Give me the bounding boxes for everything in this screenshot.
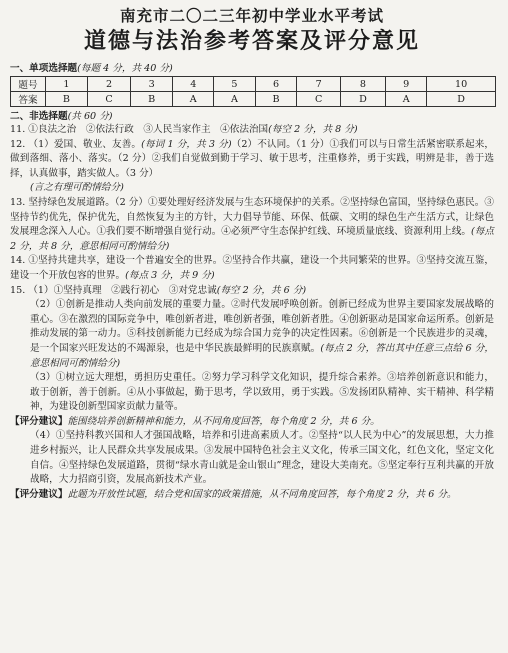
q12-part2: （2）不认同。（1 分）①我们可以与日常生活紧密联系起来，做到落细、落小、落实。（2 分）②我们自觉做到勤于学习、敏于思考，注重修养，勇于实践，明辨是非，善于选择，认真做事，踏实做人。（3 分） (10, 138, 494, 179)
q12-part1-note: (每词 1 分，共 3 分) (141, 138, 232, 150)
part2-note: (共 60 分) (67, 111, 113, 122)
question-15 (10, 284, 494, 503)
question-11 (10, 123, 494, 138)
advice-text: 能围绕培养创新精神和能力，从不同角度回答，每个角度 2 分，共 6 分。 (67, 415, 380, 427)
document-title: 道德与法治参考答案及评分意见 (83, 28, 420, 54)
number-row-label: 题号 (11, 77, 46, 92)
q15-part2-text: （2）①创新是推动人类向前发展的重要力量。②时代发展呼唤创新。创新已经成为世界主要国家发展战略的重心。③在激烈的国际竞争中，唯创新者进，唯创新者强，唯创新者胜。④创新驱动是国家命运所系。创新是推动发展的第一动力。⑤科技创新能力已经成为综合国力竞争的决定性因素。⑥创新是一个民族进步的灵魂，是一个国家兴旺发达的不竭源泉，也是中华民族最鲜明的民族禀赋。 (30, 299, 494, 354)
part1-heading (10, 62, 494, 75)
part2-title: 二、非选择题 (10, 111, 68, 122)
number-cell: 7 (297, 77, 340, 92)
number-cell: 3 (131, 77, 173, 92)
number-cell: 10 (427, 77, 496, 92)
answer-cell: A (214, 92, 255, 107)
advice-tag: 【评分建议】 (10, 488, 68, 500)
q11-text: 11. ①良法之治 ②依法行政 ③人民当家作主 ④依法治国 (10, 124, 269, 135)
answer-cell: A (386, 92, 427, 107)
answer-cell: D (340, 92, 385, 107)
number-cell: 9 (386, 77, 427, 92)
q12-part1: 12. （1）爱国、敬业、友善。 (10, 138, 142, 150)
number-cell: 2 (87, 77, 130, 92)
number-cell: 5 (214, 77, 255, 92)
advice-text: 此题为开放性试题，结合党和国家的政策措施，从不同角度回答，每个角度 2 分，共 6 分。 (67, 488, 457, 500)
q15-part4: （4）①坚持科教兴国和人才强国战略，培养和引进高素质人才。②坚持“以人民为中心”的发展思想，大力推进乡村振兴，让人民群众共享发展成果。③发展中国特色社会主义文化，传承三国文化，红色文化，坚定文化自信。④坚持绿色发展道路，贯彻“绿水青山就是金山银山”理念，建设大美南充。⑤坚定奉行互利共赢的开放战略，大力招商引资，发展高新技术产业。 (30, 430, 494, 486)
q12-note: (言之有理可酌情给分) (30, 182, 124, 194)
scoring-advice-2 (10, 488, 494, 503)
q15-part2 (10, 298, 494, 371)
q13-text: 13. 坚持绿色发展道路。（2 分）①要处理好经济发展与生态环境保护的关系。②坚持绿色富国，坚持绿色惠民。③坚持节约优先，保护优先，自然恢复为主的方针，大力倡导节能、环保、低碳、文明的绿色生产生活方式，让绿色发展理念深入人心。①我们要不断增强自觉行动。④必须严守生态保护红线、环境质量底线、资源利用上线。 (10, 196, 494, 238)
answer-row-label: 答案 (11, 92, 46, 107)
exam-title: 南充市二〇二三年初中学业水平考试 (119, 6, 384, 25)
answer-cell: A (173, 92, 214, 107)
q14-text: 14. ①坚持共建共享，建设一个普遍安全的世界。②坚持合作共赢，建设一个共同繁荣的世界。③坚持交流互鉴，建设一个开放包容的世界。 (10, 255, 494, 281)
q15-part3: （3）①树立远大理想，勇担历史重任。②努力学习科学文化知识，提升综合素养。③培养创新意识和能力，敢于创新，善于创新。④从小事做起，勤于思考，学以致用，勇于实践。⑤发扬团队精神、实干精神、科学精神，为建设创新型国家贡献力量等。 (30, 372, 494, 413)
question-12 (10, 138, 494, 196)
advice-tag: 【评分建议】 (10, 415, 68, 427)
q13-note: (每点 2 分，共 8 分，意思相同可酌情给分) (10, 226, 494, 252)
number-cell: 6 (255, 77, 297, 92)
q15-part1-note: (每空 2 分，共 6 分) (216, 284, 307, 296)
scoring-advice-1 (10, 415, 494, 430)
number-cell: 8 (340, 77, 385, 92)
answer-cell: D (427, 92, 496, 107)
part1-note: (每题 4 分，共 40 分) (77, 63, 173, 74)
part2-heading (10, 110, 494, 123)
answer-cell: B (131, 92, 173, 107)
question-14 (10, 254, 494, 283)
q15-part1: 15. （1）①坚持真理 ②践行初心 ③对党忠诚 (10, 284, 217, 296)
q11-note: (每空 2 分，共 8 分) (268, 124, 358, 135)
number-cell: 1 (46, 77, 88, 92)
answer-table (10, 76, 496, 107)
q14-note: (每点 3 分，共 9 分) (125, 269, 215, 281)
number-row (11, 77, 496, 92)
answer-cell: B (255, 92, 297, 107)
answer-cell: B (46, 92, 88, 107)
question-13 (10, 196, 494, 254)
answer-cell: C (297, 92, 340, 107)
answer-cell: C (87, 92, 130, 107)
q15-part2-note: (每点 2 分，答出其中任意三点给 6 分，意思相同可酌情给分) (30, 342, 494, 369)
part1-title: 一、单项选择题 (10, 63, 78, 74)
number-cell: 4 (173, 77, 214, 92)
answer-row (11, 92, 496, 107)
